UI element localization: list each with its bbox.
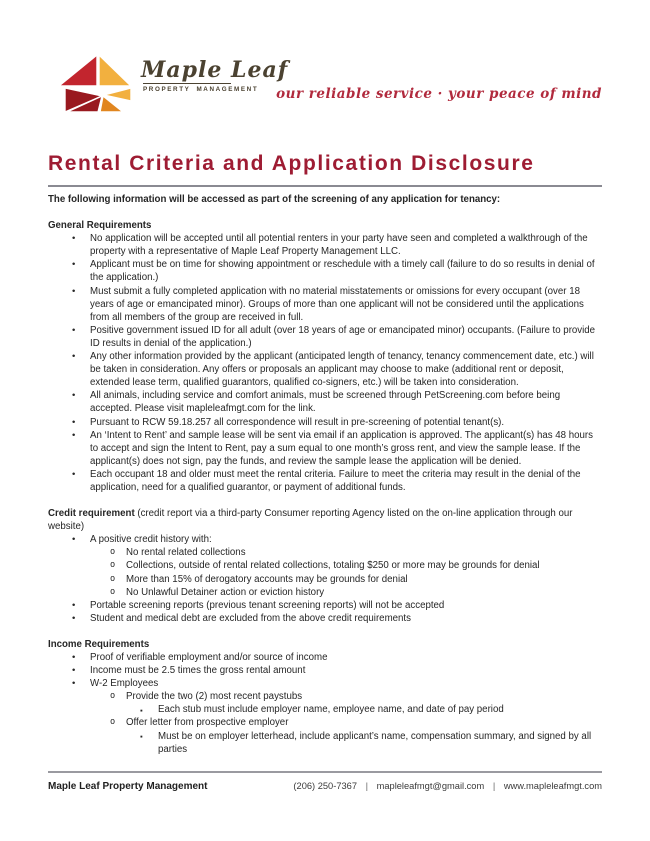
list-item-text: Positive government issued ID for all adult (over 18 years of age or emancipated minor) occupants. (Failure to provide ID results in denial of the application.) [90, 324, 596, 349]
list-item-text: Applicant must be on time for showing appointment or reschedule with a timely call (failure to do so results in denial of the application.) [90, 259, 595, 284]
document-body [0, 152, 650, 756]
bullet-marker: • [72, 233, 76, 245]
brand-subtitle [143, 83, 259, 94]
list-item-text: Must be on employer letterhead, include applicant’s name, compensation summary, and signed by all parties [158, 730, 592, 755]
section-heading-bold: Credit requirement [48, 508, 135, 520]
brand-wordmark [141, 58, 288, 94]
section-heading [48, 219, 602, 232]
bullet-marker: • [72, 324, 76, 336]
bullet-marker: • [72, 534, 76, 546]
list-item-text: An ‘Intent to Rent’ and sample lease will be sent via email if an application is approved. The applicant(s) has 48 hours to accept and sign the Intent to Rent, pay a sum equal to one month’s gross rent, and view the sample lease. If the applicant(s) does not sign, pay the funds, and review the sample lease the application will be denied. [90, 429, 593, 467]
list-item [48, 416, 602, 429]
brand-name: Maple Leaf [141, 57, 289, 83]
list-item-text: Proof of verifiable employment and/or source of income [90, 652, 328, 663]
bullet-marker: • [72, 612, 76, 624]
list-item-text: Any other information provided by the applicant (anticipated length of tenancy, tenancy commencement date, etc.) will be taken in consideration. Any offers or proposals an applicant may choose to make (additional rent or deposit, extended lease term, qualified guarantors, qualified co-signers, etc.) will be taken into consideration. [90, 351, 594, 389]
list-item [48, 232, 602, 258]
brand-subtitle-left: PROPERTY [143, 86, 191, 93]
bullet-marker: o [110, 547, 116, 558]
list-item-text: No rental related collections [126, 547, 246, 559]
bullet-marker: • [72, 259, 76, 271]
section-heading-bold: Income Requirements [48, 638, 150, 650]
list-item [48, 690, 602, 703]
list-item [48, 350, 602, 389]
section-credit-requirement [48, 507, 602, 625]
bullet-marker: • [72, 599, 76, 611]
list-item [48, 677, 602, 690]
bullet-marker: ▪ [140, 732, 143, 742]
bullet-marker: o [110, 560, 116, 571]
footer-contact [293, 781, 602, 791]
list-item [48, 468, 602, 494]
list-item [48, 559, 602, 572]
list-item-text: No application will be accepted until all potential renters in your party have seen and completed a walkthrough of the property with a representative of Maple Leaf Property Management LLC. [90, 233, 588, 258]
list-item-text: Must submit a fully completed application with no material misstatements or omissions for every occupant (over 18 years of age or emancipated minor). Groups of more than one applicant will not be considered until the applications from all members of the group are received in full. [90, 285, 584, 323]
footer-phone: (206) 250-7367 [293, 780, 357, 791]
bullet-marker: o [110, 586, 116, 597]
bullet-marker: • [72, 351, 76, 363]
list-item [48, 651, 602, 664]
footer-separator: | [365, 780, 369, 791]
list-item [48, 429, 602, 468]
page-title: Rental Criteria and Application Disclosure [48, 152, 535, 175]
list-item-text: Each stub must include employer name, employee name, and date of pay period [158, 704, 504, 716]
list-item [48, 573, 602, 586]
list-item [48, 533, 602, 546]
list-item-text: Provide the two (2) most recent paystubs [126, 691, 303, 703]
list-item [48, 703, 602, 716]
list-item-text: A positive credit history with: [90, 534, 212, 546]
list-item-text: More than 15% of derogatory accounts may be grounds for denial [126, 573, 408, 585]
bullet-marker: ▪ [140, 705, 143, 715]
footer-divider [48, 771, 602, 773]
bullet-marker: o [110, 717, 116, 728]
list-item [48, 730, 602, 756]
list-item [48, 324, 602, 350]
intro-line: The following information will be accessed as part of the screening of any application for tenancy: [48, 194, 501, 205]
bullet-marker: o [110, 691, 116, 702]
tagline: our reliable service · your peace of mind [276, 86, 602, 102]
list-item-text: All animals, including service and comfort animals, must be screened through PetScreening.com before being accepted. Please visit mapleleafmgt.com for the link. [90, 390, 561, 415]
footer-company: Maple Leaf Property Management [48, 780, 208, 792]
bullet-marker: • [72, 429, 76, 441]
list-item [48, 546, 602, 559]
section-general-requirements [48, 219, 602, 494]
list-item [48, 389, 602, 415]
list-item-text: Collections, outside of rental related collections, totaling $250 or more may be grounds for denial [126, 560, 540, 572]
list-item-text: Student and medical debt are excluded from the above credit requirements [90, 612, 411, 624]
bullet-marker: • [72, 468, 76, 480]
brand-subtitle-right: MANAGEMENT [196, 86, 259, 93]
list-item-text: Income must be 2.5 times the gross rental amount [90, 665, 306, 677]
document-sections [48, 219, 602, 756]
list-item [48, 612, 602, 625]
bullet-marker: • [72, 416, 76, 428]
list-item-text: Offer letter from prospective employer [126, 717, 289, 729]
list-item-text: W-2 Employees [90, 678, 159, 690]
footer-email-link[interactable]: mapleleafmgt@gmail.com [376, 780, 485, 791]
list-item-text: No Unlawful Detainer action or eviction history [126, 586, 325, 598]
document-footer [48, 771, 602, 792]
list-item [48, 258, 602, 284]
list-item [48, 716, 602, 729]
bullet-marker: • [72, 678, 76, 690]
list-item [48, 599, 602, 612]
document-header [0, 0, 650, 152]
bullet-marker: • [72, 285, 76, 297]
maple-leaf-logo [57, 54, 288, 114]
bullet-marker: • [72, 390, 76, 402]
list-item [48, 664, 602, 677]
section-heading [48, 507, 602, 533]
section-income-requirements [48, 638, 602, 756]
section-heading [48, 638, 602, 651]
house-mosaic-icon [57, 54, 133, 114]
footer-website-link[interactable]: www.mapleleafmgt.com [503, 780, 602, 791]
footer-separator: | [492, 780, 496, 791]
title-divider [48, 185, 602, 187]
bullet-marker: • [72, 652, 76, 663]
list-item [48, 586, 602, 599]
bullet-marker: o [110, 573, 116, 584]
list-item-text: Pursuant to RCW 59.18.257 all correspondence will result in pre-screening of potential tenant(s). [90, 416, 505, 428]
section-heading-rest: (credit report via a third-party Consumer reporting Agency listed on the on-line application through our website) [48, 508, 573, 533]
list-item-text: Each occupant 18 and older must meet the rental criteria. Failure to meet the criteria may result in the denial of the application, need for a qualified guarantor, or payment of additional funds. [90, 468, 581, 493]
list-item [48, 285, 602, 324]
list-item-text: Portable screening reports (previous tenant screening reports) will not be accepted [90, 599, 445, 611]
bullet-marker: • [72, 665, 76, 677]
section-heading-bold: General Requirements [48, 220, 152, 232]
